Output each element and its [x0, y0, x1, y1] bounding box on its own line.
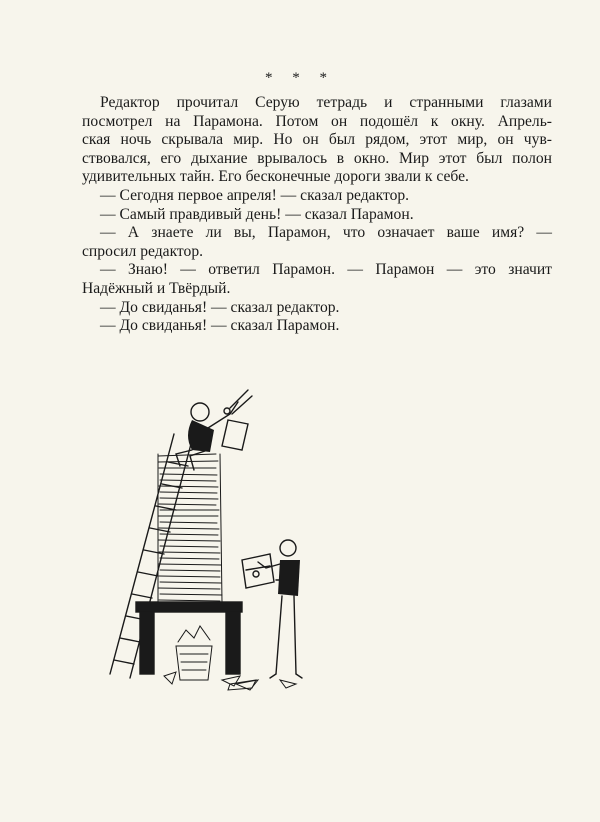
paper-stack [158, 454, 222, 602]
dialogue-line: — Сегодня первое апреля! — сказал редактор. [100, 186, 410, 204]
desk [136, 602, 242, 674]
text-line: спросил редактор. [82, 242, 204, 260]
text-line: ствовался, его дыхание врывалось в окно. Мир этот был полон [82, 149, 552, 167]
text-line: ская ночь скрывала мир. Но он был рядом, этот мир, он чув- [82, 131, 552, 149]
dialogue-line: — Самый правдивый день! — сказал Парамон. [100, 205, 414, 223]
text-line: удивительных тайн. Его бесконечные дороги звали к себе. [82, 168, 469, 186]
illustration-drawing [80, 384, 520, 714]
section-separator: * * * [265, 70, 335, 86]
dialogue-line: — Знаю! — ответил Парамон. — Парамон — это значит [100, 261, 552, 279]
dialogue-line: — До свиданья! — сказал редактор. [100, 298, 340, 316]
waste-basket [164, 626, 258, 690]
text-line: Надёжный и Твёрдый. [82, 279, 231, 297]
illustration [80, 384, 520, 714]
boy-figure [242, 540, 302, 678]
story-text [82, 94, 552, 336]
text-line: посмотрел на Парамона. Потом он подошёл к окну. Апрель- [82, 112, 552, 130]
dialogue-line: — До свиданья! — сказал Парамон. [100, 317, 340, 335]
text-line: Редактор прочитал Серую тетрадь и странными глазами [100, 94, 552, 111]
dialogue-line: — А знаете ли вы, Парамон, что означает ваше имя? — [100, 224, 552, 242]
